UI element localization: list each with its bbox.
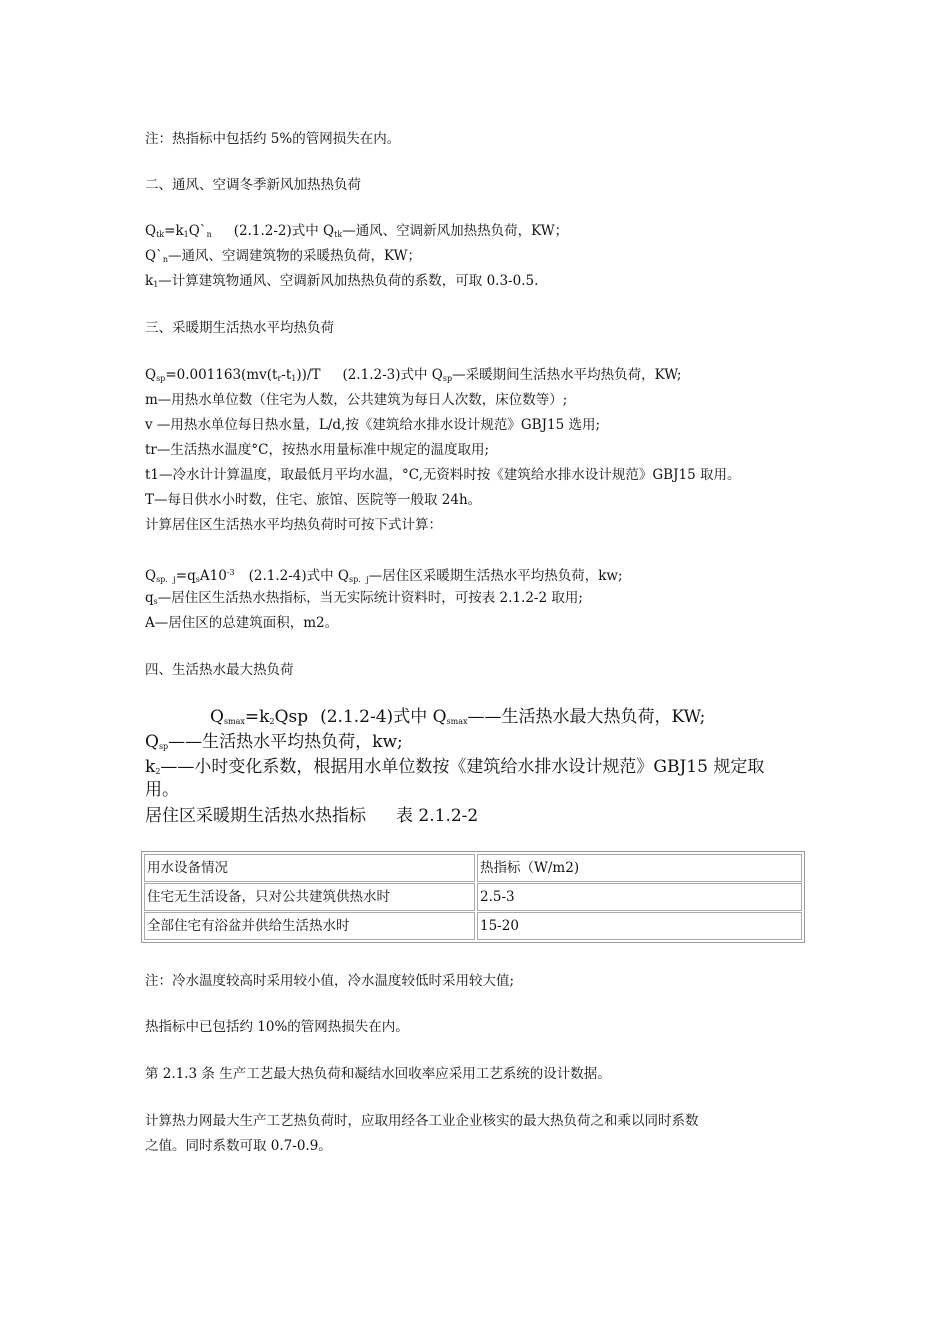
def-T: T—每日供水小时数，住宅、旅馆、医院等一般取 24h。 xyxy=(145,492,482,508)
def-k2-cont: 用。 xyxy=(145,780,179,800)
table-cell: 住宅无生活设备，只对公共建筑供热水时 xyxy=(144,883,475,911)
table-row xyxy=(144,912,802,940)
paragraph-line-1: 计算热力网最大生产工艺热负荷时，应取用经各工业企业核实的最大热负荷之和乘以同时系数 xyxy=(145,1113,699,1129)
table-row xyxy=(144,883,802,911)
section-4-title: 四、生活热水最大热负荷 xyxy=(145,662,294,678)
table-cell: 全部住宅有浴盆并供给生活热水时 xyxy=(144,912,475,940)
table-header-cell: 热指标（W/m2) xyxy=(477,854,802,882)
note-network-loss: 热指标中已包括约 10%的管网热损失在内。 xyxy=(145,1019,409,1035)
heat-index-table xyxy=(141,851,805,943)
def-qsp: $Q_{sp}——$生活热水平均热负荷，kw; xyxy=(145,732,403,752)
def-qn: $Q`_n—$通风、空调建筑物的采暖热负荷，KW； xyxy=(145,248,421,264)
note-cold-water: 注：冷水温度较高时采用较小值，冷水温度较低时采用较大值; xyxy=(145,973,515,989)
table-cell: 2.5-3 xyxy=(477,883,802,911)
table-cell: 15-20 xyxy=(477,912,802,940)
formula-qtk: $Q_{tk}=k_1Q`_n$ (2.1.2-2)式中 $Q_{tk}—$通风、空调新风加热热负荷，KW； xyxy=(145,223,569,239)
formula-qsmax: $Q_{smax}=k_2Qsp$ (2.1.2-4)式中 $Q_{smax}——$生活热水最大热负荷，KW; xyxy=(210,707,706,727)
calc-intro: 计算居住区生活热水平均热负荷时可按下式计算： xyxy=(145,517,442,533)
def-k2: $k_2——$小时变化系数，根据用水单位数按《建筑给水排水设计规范》GBJ15 规定取 xyxy=(145,757,765,777)
formula-qspj: $Q_{sp.j}=q_sA10^{-3}$ (2.1.2-4)式中 $Q_{sp.j}—$居住区采暖期生活热水平均热负荷，kw; xyxy=(145,568,623,584)
table-caption: 居住区采暖期生活热水热指标 表 2.1.2-2 xyxy=(145,806,479,826)
def-t1: t1—冷水计计算温度，取最低月平均水温，°C,无资料时按《建筑给水排水设计规范》GBJ15 取用。 xyxy=(145,467,741,483)
note-heat-index: 注：热指标中包括约 5%的管网损失在内。 xyxy=(145,131,401,147)
table-header-cell: 用水设备情况 xyxy=(144,854,475,882)
article-2-1-3: 第 2.1.3 条 生产工艺最大热负荷和凝结水回收率应采用工艺系统的设计数据。 xyxy=(145,1066,611,1082)
def-k1: $k_1—$计算建筑物通风、空调新风加热热负荷的系数，可取 0.3-0.5. xyxy=(145,273,539,289)
def-A: A—居住区的总建筑面积，m2。 xyxy=(145,615,339,631)
def-qs: $q_s—$居住区生活热水热指标，当无实际统计资料时，可按表 2.1.2-2 取用; xyxy=(145,590,583,606)
paragraph-line-2: 之值。同时系数可取 0.7-0.9。 xyxy=(145,1138,332,1154)
def-m: m—用热水单位数（住宅为人数，公共建筑为每日人次数，床位数等）; xyxy=(145,392,568,408)
def-tr: tr—生活热水温度°C，按热水用量标准中规定的温度取用; xyxy=(145,442,490,458)
formula-qsp: $Q_{sp}=0.001163(mv(t_r-t_1))/T$ (2.1.2-3)式中 $Q_{sp}—$采暖期间生活热水平均热负荷，KW; xyxy=(145,367,682,383)
section-2-title: 二、通风、空调冬季新风加热热负荷 xyxy=(145,177,361,193)
def-v: v —用热水单位每日热水量，L/d,按《建筑给水排水设计规范》GBJ15 选用; xyxy=(145,417,600,433)
table-header-row xyxy=(144,854,802,882)
section-3-title: 三、采暖期生活热水平均热负荷 xyxy=(145,320,334,336)
